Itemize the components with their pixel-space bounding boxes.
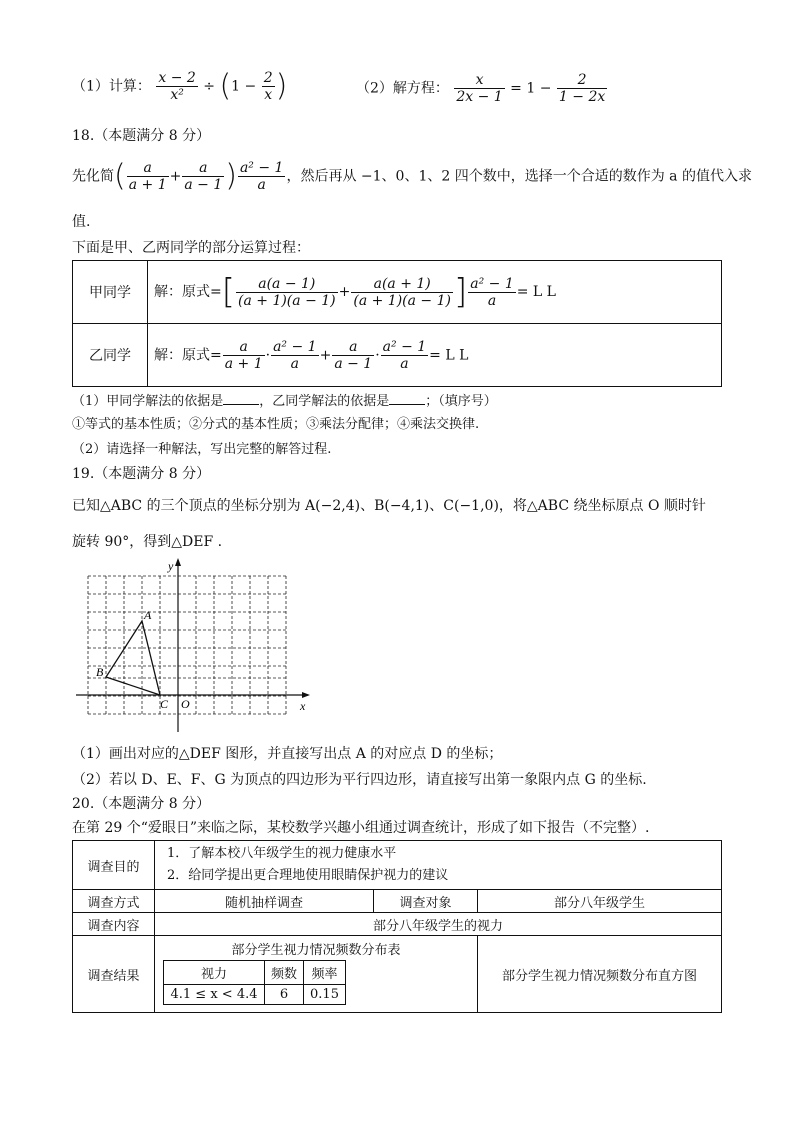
q17-part2 xyxy=(356,72,608,105)
content-value: 部分八年级学生的视力 xyxy=(155,913,722,936)
q19-line1: 已知△ABC 的三个顶点的坐标分别为 A(−2,4)、B(−4,1)、C(−1,0)，将△ABC 绕坐标原点 O 顺时针 xyxy=(72,498,706,514)
q17-fraction-2: $\frac{2}{x}$ xyxy=(263,70,273,103)
jia-label: 甲同学 xyxy=(73,261,148,324)
label-o: O xyxy=(181,697,190,711)
q18-basis: ①等式的基本性质；②分式的基本性质；③乘法分配律；④乘法交换律. xyxy=(72,417,480,432)
yi-label: 乙同学 xyxy=(73,324,148,387)
q17-line: （1）计算： $\frac{x - 2}{\text{x²}}$ ÷ (1 − $\frac{2}{x}$ ) xyxy=(72,68,288,104)
q18-lead: 下面是甲、乙两同学的部分运算过程： xyxy=(72,240,310,256)
q17-fraction-4: $\frac{2}{1 - 2x}$ xyxy=(558,72,606,105)
col-rate: 频率 xyxy=(304,961,346,985)
row1-rate: 0.15 xyxy=(304,985,346,1005)
survey-report-table xyxy=(72,840,722,1013)
table-row xyxy=(73,913,722,936)
yi-solution: 解：原式= $\frac{a}{a + 1}$ · $\frac{\text{a² − 1}}{a}$ + $\frac{a}{a - 1}$ · $\frac{\text{a² − 1}}{a}$ = L L xyxy=(148,324,722,387)
table-row xyxy=(73,936,722,1013)
answer-blank-2[interactable] xyxy=(389,390,425,405)
jia-solution: 解：原式=[ $\frac{a(a - 1)}{(a + 1)(a - 1)}$ + $\frac{a(a + 1)}{(a + 1)(a - 1)}$ ] $\frac{\text{a² − 1}}{a}$ = L L xyxy=(148,261,722,324)
table-row xyxy=(164,985,346,1005)
table-row xyxy=(73,890,722,913)
q18-heading: 18.（本题满分 8 分） xyxy=(72,128,211,144)
q17-part2-label: （2）解方程： xyxy=(356,80,449,97)
freq-table-cell xyxy=(155,936,478,1013)
table-row xyxy=(73,261,722,324)
purpose-label: 调查目的 xyxy=(73,841,155,890)
label-b: B xyxy=(96,665,104,679)
q17-fraction-1: $\frac{x - 2}{\text{x²}}$ xyxy=(158,70,196,103)
content-label: 调查内容 xyxy=(73,913,155,936)
q18-intro-rest: ，然后再从 −1、0、1、2 四个数中，选择一个合适的数作为 a 的值代入求 xyxy=(286,168,752,185)
freq-table xyxy=(163,960,346,1005)
purpose-value: 1．了解本校八年级学生的视力健康水平 2．给同学提出更合理地使用眼睛保护视力的建议 xyxy=(155,841,722,890)
col-vision: 视力 xyxy=(164,961,265,985)
col-count: 频数 xyxy=(265,961,304,985)
table-row xyxy=(73,841,722,890)
q20-intro: 在第 29 个“爱眼日”来临之际，某校数学兴趣小组通过调查统计，形成了如下报告（不完整）. xyxy=(72,820,650,836)
row1-range: 4.1 ≤ x < 4.4 xyxy=(164,985,265,1005)
object-label: 调查对象 xyxy=(374,890,478,913)
q18-intro-start: 先化简 xyxy=(72,168,114,185)
table-row xyxy=(164,961,346,985)
label-c: C xyxy=(160,697,169,711)
q19-sub1: （1）画出对应的△DEF 图形，并直接写出点 A 的对应点 D 的坐标； xyxy=(72,746,503,762)
q17-divide-sign: ÷ xyxy=(203,78,215,95)
x-axis-arrow xyxy=(302,692,310,698)
triangle-abc xyxy=(106,621,160,695)
freq-table-title: 部分学生视力情况频数分布表 xyxy=(231,943,401,958)
coordinate-grid xyxy=(70,556,320,736)
histogram-cell: 部分学生视力情况频数分布直方图 xyxy=(478,936,722,1013)
row1-count: 6 xyxy=(265,985,304,1005)
q18-intro-end: 值. xyxy=(72,214,91,230)
method-value: 随机抽样调查 xyxy=(155,890,374,913)
method-label: 调查方式 xyxy=(73,890,155,913)
q18-sub2: （2）请选择一种解法，写出完整的解答过程. xyxy=(72,442,332,457)
answer-blank-1[interactable] xyxy=(223,390,259,405)
q17-equals: = 1 − xyxy=(510,80,552,97)
grid-lines xyxy=(88,576,286,714)
label-a: A xyxy=(144,608,152,622)
q18-solution-table xyxy=(72,260,722,387)
q19-heading: 19.（本题满分 8 分） xyxy=(72,466,211,482)
table-row xyxy=(73,324,722,387)
object-value: 部分八年级学生 xyxy=(478,890,722,913)
q19-line2: 旋转 90°，得到△DEF . xyxy=(72,534,223,550)
label-x: x xyxy=(300,699,306,713)
q17-one-minus: 1 − xyxy=(231,78,257,95)
q20-heading: 20.（本题满分 8 分） xyxy=(72,796,211,812)
q17-part1-label: （1）计算： xyxy=(72,78,151,95)
q18-sub1: （1）甲同学解法的依据是 ，乙同学解法的依据是 ；（填序号） xyxy=(72,390,497,412)
q19-sub2: （2）若以 D、E、F、G 为顶点的四边形为平行四边形，请直接写出第一象限内点 G 的坐标. xyxy=(72,772,647,788)
label-y: y xyxy=(168,559,174,573)
q17-fraction-3: $\frac{x}{2x - 1}$ xyxy=(456,72,503,105)
result-label: 调查结果 xyxy=(73,936,155,1013)
y-axis-arrow xyxy=(175,558,181,566)
q18-intro: 先化简( $\frac{a}{a + 1}$ + $\frac{a}{a - 1}$ ) $\frac{\text{a² − 1}}{a}$ ，然后再从 −1、0、1、2 四个数中，选择一个合适的数作为 a 的值代入求 xyxy=(72,158,752,194)
